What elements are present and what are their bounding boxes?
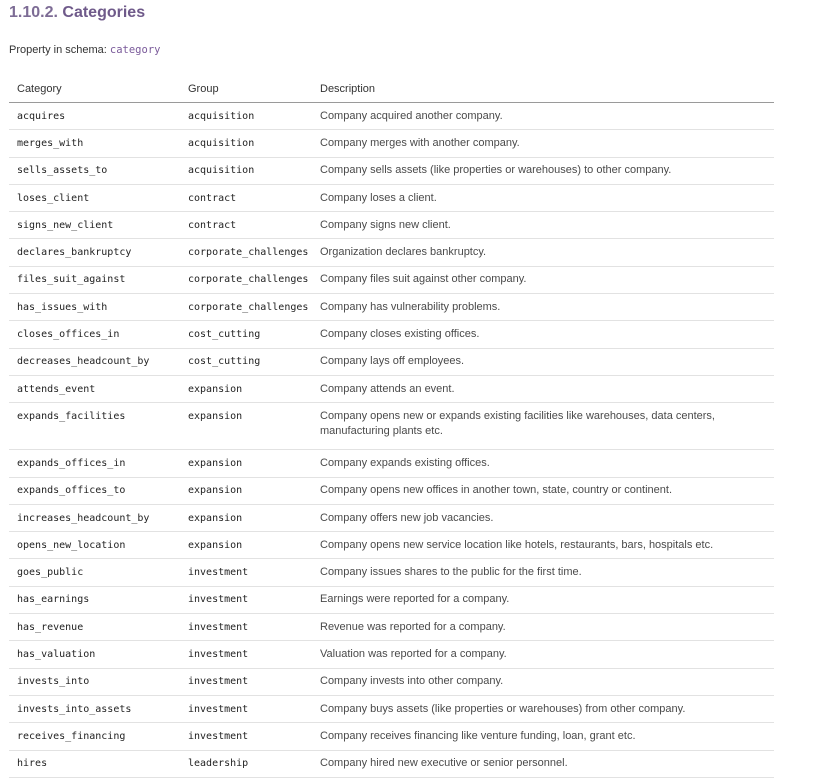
description-cell: Company merges with another company. bbox=[312, 130, 774, 157]
description-cell: Earnings were reported for a company. bbox=[312, 586, 774, 613]
table-row bbox=[9, 695, 774, 722]
table-body bbox=[9, 103, 774, 778]
category-cell: merges_with bbox=[9, 130, 180, 157]
category-cell: acquires bbox=[9, 103, 180, 130]
group-cell: investment bbox=[180, 723, 312, 750]
property-label: Property in schema: bbox=[9, 44, 107, 56]
category-cell: loses_client bbox=[9, 184, 180, 211]
table-row bbox=[9, 157, 774, 184]
table-row bbox=[9, 641, 774, 668]
section-title: Categories bbox=[62, 4, 146, 21]
description-cell: Company lays off employees. bbox=[312, 348, 774, 375]
category-cell: opens_new_location bbox=[9, 532, 180, 559]
group-cell: acquisition bbox=[180, 130, 312, 157]
description-cell: Valuation was reported for a company. bbox=[312, 641, 774, 668]
description-cell: Company opens new offices in another town, state, country or continent. bbox=[312, 477, 774, 504]
section-number: 1.10.2. bbox=[9, 4, 58, 21]
description-cell: Company sells assets (like properties or warehouses) to other company. bbox=[312, 157, 774, 184]
description-cell: Company receives financing like venture funding, loan, grant etc. bbox=[312, 723, 774, 750]
description-cell: Company loses a client. bbox=[312, 184, 774, 211]
table-row bbox=[9, 130, 774, 157]
category-cell: receives_financing bbox=[9, 723, 180, 750]
category-cell: has_revenue bbox=[9, 614, 180, 641]
group-cell: leadership bbox=[180, 750, 312, 777]
group-cell: expansion bbox=[180, 532, 312, 559]
table-header-row bbox=[9, 76, 774, 103]
description-cell: Company hired new executive or senior personnel. bbox=[312, 750, 774, 777]
table-row bbox=[9, 477, 774, 504]
category-cell: expands_offices_in bbox=[9, 450, 180, 477]
group-cell: corporate_challenges bbox=[180, 239, 312, 266]
category-cell: attends_event bbox=[9, 375, 180, 402]
table-row bbox=[9, 750, 774, 777]
table-row bbox=[9, 614, 774, 641]
category-cell: has_valuation bbox=[9, 641, 180, 668]
group-cell: investment bbox=[180, 668, 312, 695]
description-cell: Company opens new service location like hotels, restaurants, bars, hospitals etc. bbox=[312, 532, 774, 559]
table-row bbox=[9, 266, 774, 293]
description-cell: Company buys assets (like properties or warehouses) from other company. bbox=[312, 695, 774, 722]
group-cell: expansion bbox=[180, 504, 312, 531]
table-row bbox=[9, 321, 774, 348]
table-row bbox=[9, 184, 774, 211]
section-heading bbox=[9, 4, 145, 22]
group-cell: corporate_challenges bbox=[180, 266, 312, 293]
group-cell: cost_cutting bbox=[180, 348, 312, 375]
category-cell: decreases_headcount_by bbox=[9, 348, 180, 375]
description-cell: Company signs new client. bbox=[312, 212, 774, 239]
header-category: Category bbox=[9, 76, 180, 103]
group-cell: investment bbox=[180, 614, 312, 641]
description-cell: Company has vulnerability problems. bbox=[312, 294, 774, 321]
description-cell: Company attends an event. bbox=[312, 375, 774, 402]
group-cell: investment bbox=[180, 559, 312, 586]
group-cell: investment bbox=[180, 586, 312, 613]
description-cell: Company issues shares to the public for the first time. bbox=[312, 559, 774, 586]
table-row bbox=[9, 504, 774, 531]
category-cell: declares_bankruptcy bbox=[9, 239, 180, 266]
description-cell: Company invests into other company. bbox=[312, 668, 774, 695]
group-cell: expansion bbox=[180, 450, 312, 477]
categories-table bbox=[9, 76, 774, 778]
table-row bbox=[9, 532, 774, 559]
group-cell: contract bbox=[180, 184, 312, 211]
table-row bbox=[9, 239, 774, 266]
group-cell: investment bbox=[180, 641, 312, 668]
category-cell: invests_into_assets bbox=[9, 695, 180, 722]
group-cell: expansion bbox=[180, 477, 312, 504]
category-cell: goes_public bbox=[9, 559, 180, 586]
group-cell: corporate_challenges bbox=[180, 294, 312, 321]
header-group: Group bbox=[180, 76, 312, 103]
table-row bbox=[9, 450, 774, 477]
property-line bbox=[9, 44, 160, 56]
category-cell: signs_new_client bbox=[9, 212, 180, 239]
table-row bbox=[9, 668, 774, 695]
description-cell: Company offers new job vacancies. bbox=[312, 504, 774, 531]
table-row bbox=[9, 212, 774, 239]
group-cell: expansion bbox=[180, 375, 312, 402]
group-cell: acquisition bbox=[180, 157, 312, 184]
table-row bbox=[9, 559, 774, 586]
group-cell: expansion bbox=[180, 403, 312, 450]
table-row bbox=[9, 403, 774, 450]
table-row bbox=[9, 586, 774, 613]
table-row bbox=[9, 723, 774, 750]
description-cell: Company acquired another company. bbox=[312, 103, 774, 130]
table-row bbox=[9, 103, 774, 130]
group-cell: investment bbox=[180, 695, 312, 722]
category-cell: hires bbox=[9, 750, 180, 777]
category-cell: invests_into bbox=[9, 668, 180, 695]
description-cell: Company files suit against other company. bbox=[312, 266, 774, 293]
table-row bbox=[9, 348, 774, 375]
group-cell: acquisition bbox=[180, 103, 312, 130]
category-cell: expands_facilities bbox=[9, 403, 180, 450]
description-cell: Company opens new or expands existing facilities like warehouses, data centers, manufacturing plants etc. bbox=[312, 403, 774, 450]
description-cell: Revenue was reported for a company. bbox=[312, 614, 774, 641]
category-cell: sells_assets_to bbox=[9, 157, 180, 184]
description-cell: Company closes existing offices. bbox=[312, 321, 774, 348]
category-cell: closes_offices_in bbox=[9, 321, 180, 348]
group-cell: cost_cutting bbox=[180, 321, 312, 348]
header-description: Description bbox=[312, 76, 774, 103]
category-cell: has_earnings bbox=[9, 586, 180, 613]
group-cell: contract bbox=[180, 212, 312, 239]
property-code: category bbox=[109, 44, 161, 56]
category-cell: has_issues_with bbox=[9, 294, 180, 321]
description-cell: Organization declares bankruptcy. bbox=[312, 239, 774, 266]
table-row bbox=[9, 375, 774, 402]
description-cell: Company expands existing offices. bbox=[312, 450, 774, 477]
category-cell: increases_headcount_by bbox=[9, 504, 180, 531]
category-cell: files_suit_against bbox=[9, 266, 180, 293]
table-row bbox=[9, 294, 774, 321]
category-cell: expands_offices_to bbox=[9, 477, 180, 504]
